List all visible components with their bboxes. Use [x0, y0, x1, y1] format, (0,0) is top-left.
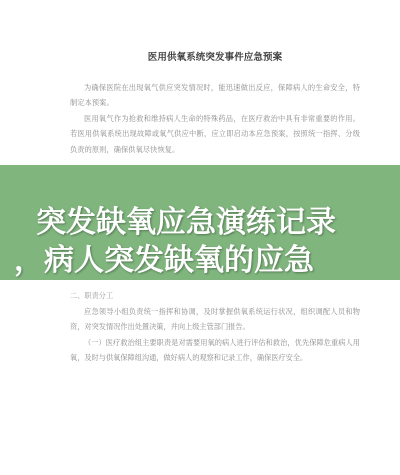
banner-title-line-2: ，病人突发缺氧的应急	[14, 243, 314, 278]
intro-paragraph-1: 为确保医院在出现氧气供应突发情况时，能迅速做出反应，保障病人的生命安全，特制定本预案。	[70, 82, 360, 107]
document-body	[70, 40, 360, 157]
section-text-2: 应急领导小组负责统一指挥和协调，及时掌握供氧系统运行状况，组织调配人员和物资，对突发情况作出处置决策，并向上级主管部门报告。	[70, 306, 360, 331]
banner-title-line-1: 突发缺氧应急演练记录	[36, 205, 336, 240]
document-title: 医用供氧系统突发事件应急预案	[147, 52, 283, 63]
section-heading-2: 二、职责分工	[70, 291, 114, 300]
subsection-text: （一）医疗救治组主要职责是对需要用氧的病人进行评估和救治，优先保障危重病人用氧，及时与供氧保障组沟通，做好病人的观察和记录工作，确保医疗安全。	[70, 337, 360, 362]
intro-paragraph-2: 医用氧气作为抢救和维持病人生命的特殊药品，在医疗救治中具有非常重要的作用。若医用供氧系统出现故障或氧气供应中断，应立即启动本应急预案，按照统一指挥、分级负责的原则，确保供氧尽快恢复。	[70, 113, 360, 154]
document-lower-section	[70, 282, 360, 366]
